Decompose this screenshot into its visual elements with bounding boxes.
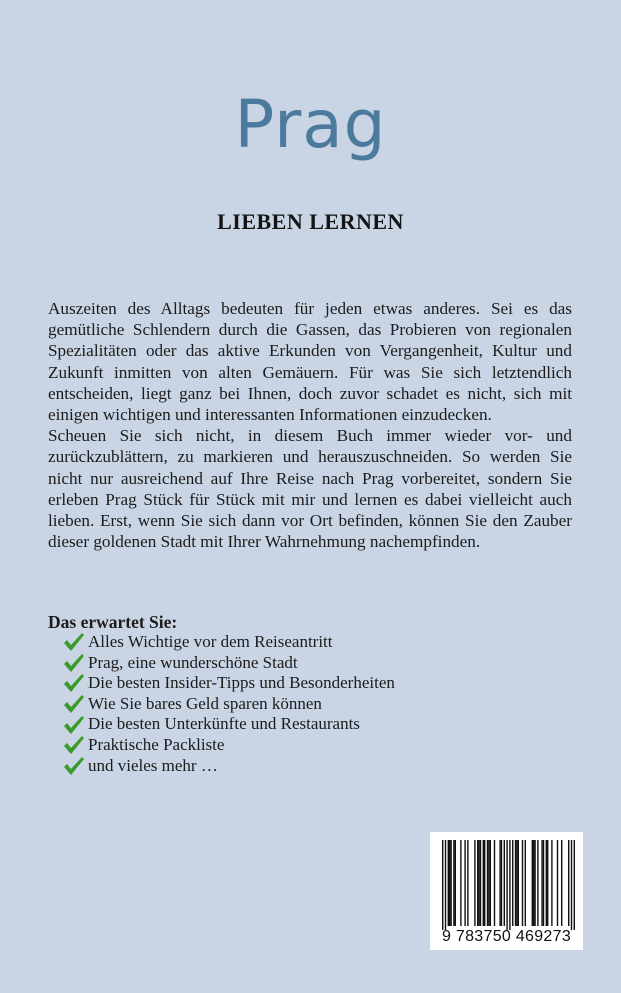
- list-item-label: Die besten Unterkünfte und Restaurants: [88, 714, 360, 734]
- barcode-bar: [449, 840, 450, 926]
- barcode-bar: [484, 840, 485, 926]
- list-item: [62, 632, 395, 653]
- barcode-bar: [522, 840, 523, 926]
- barcode-bar: [474, 840, 475, 926]
- barcode-bar: [494, 840, 495, 926]
- list-item: [62, 735, 395, 756]
- barcode-bar: [534, 840, 535, 926]
- barcode-bar: [506, 840, 507, 930]
- isbn-number: 9 783750 469273: [441, 928, 572, 945]
- barcode-bar: [533, 840, 534, 926]
- features-list: [62, 632, 395, 776]
- barcode-bar: [445, 840, 446, 930]
- barcode-bar: [543, 840, 544, 926]
- barcode-bar: [460, 840, 461, 926]
- barcode-bar: [547, 840, 548, 926]
- barcode-bar: [455, 840, 456, 926]
- barcode-bar: [571, 840, 572, 930]
- isbn-barcode: [430, 832, 583, 950]
- barcode-bar: [483, 840, 484, 926]
- list-item: [62, 673, 395, 694]
- barcode-bar: [504, 840, 505, 926]
- barcode-bar: [541, 840, 542, 926]
- barcode-bar: [448, 840, 449, 926]
- barcode-bar: [442, 840, 443, 930]
- barcode-bar: [568, 840, 569, 926]
- barcode-bar: [467, 840, 468, 926]
- barcode-bar: [516, 840, 517, 926]
- barcode-bar: [532, 840, 533, 926]
- checkmark-icon: [62, 631, 88, 653]
- list-item-label: Alles Wichtige vor dem Reiseantritt: [88, 632, 333, 651]
- barcode-bar: [464, 840, 465, 926]
- book-title: Prag: [234, 86, 387, 163]
- blurb-paragraph: Auszeiten des Alltags bedeuten für jeden etwas anderes. Sei es das gemütliche Schlendern durch die Gassen, das Probieren von regionalen Spezialitäten oder das aktive Erkunden von Vergangenheit, Kultur und Zukunft inmitten von alten Gemäuern. Für was Sie sich letztendlich entscheiden, liegt ganz bei Ihnen, doch zuvor schadet es nicht, sich mit einigen wichtigen und interessanten Informationen einzudecken.: [48, 299, 572, 425]
- barcode-bar: [453, 840, 454, 926]
- features-heading: Das erwartet Sie:: [48, 612, 178, 632]
- barcode-bar: [574, 840, 575, 930]
- list-item-label: Prag, eine wunderschöne Stadt: [88, 652, 298, 672]
- barcode-bar: [509, 840, 510, 930]
- book-subtitle: LIEBEN LERNEN: [217, 209, 404, 234]
- list-item-label: und vieles mehr …: [88, 755, 218, 775]
- list-item-label: Die besten Insider-Tipps und Besonderheiten: [88, 673, 395, 693]
- checkmark-icon: [62, 734, 88, 756]
- barcode-bars: [430, 832, 583, 932]
- barcode-bar: [480, 840, 481, 926]
- blurb-text: [48, 298, 572, 552]
- barcode-bar: [561, 840, 562, 926]
- barcode-bar: [499, 840, 500, 926]
- barcode-bar: [551, 840, 552, 926]
- list-item: [62, 694, 395, 715]
- checkmark-icon: [62, 652, 88, 674]
- barcode-bar: [557, 840, 558, 926]
- barcode-bar: [488, 840, 489, 926]
- barcode-bar: [501, 840, 502, 926]
- checkmark-icon: [62, 714, 88, 736]
- checkmark-icon: [62, 755, 88, 777]
- barcode-bar: [512, 840, 513, 926]
- checkmark-icon: [62, 693, 88, 715]
- barcode-bar: [478, 840, 479, 926]
- list-item: [62, 714, 395, 735]
- barcode-bar: [477, 840, 478, 926]
- checkmark-icon: [62, 672, 88, 694]
- list-item-label: Praktische Packliste: [88, 734, 225, 754]
- barcode-bar: [537, 840, 538, 926]
- blurb-paragraph: Scheuen Sie sich nicht, in diesem Buch immer wieder vor- und zurückzublättern, zu markieren und herauszuschneiden. So werden Sie nicht nur ausreichend auf Ihre Reise nach Prag vorbereitet, sondern Sie erleben Prag Stück für Stück mit mir und lernen es dabei vielleicht auch lieben. Erst, wenn Sie sich dann vor Ort befinden, können Sie den Zauber dieser goldenen Stadt mit Ihrer Wahrnehmung nachempfinden.: [48, 426, 572, 552]
- barcode-bar: [490, 840, 491, 926]
- barcode-bar: [525, 840, 526, 926]
- barcode-bar: [487, 840, 488, 926]
- barcode-bar: [515, 840, 516, 926]
- barcode-bar: [546, 840, 547, 926]
- list-item: [62, 653, 395, 674]
- barcode-bar: [518, 840, 519, 926]
- list-item: [62, 756, 395, 777]
- list-item-label: Wie Sie bares Geld sparen können: [88, 693, 322, 713]
- barcode-bar: [450, 840, 451, 926]
